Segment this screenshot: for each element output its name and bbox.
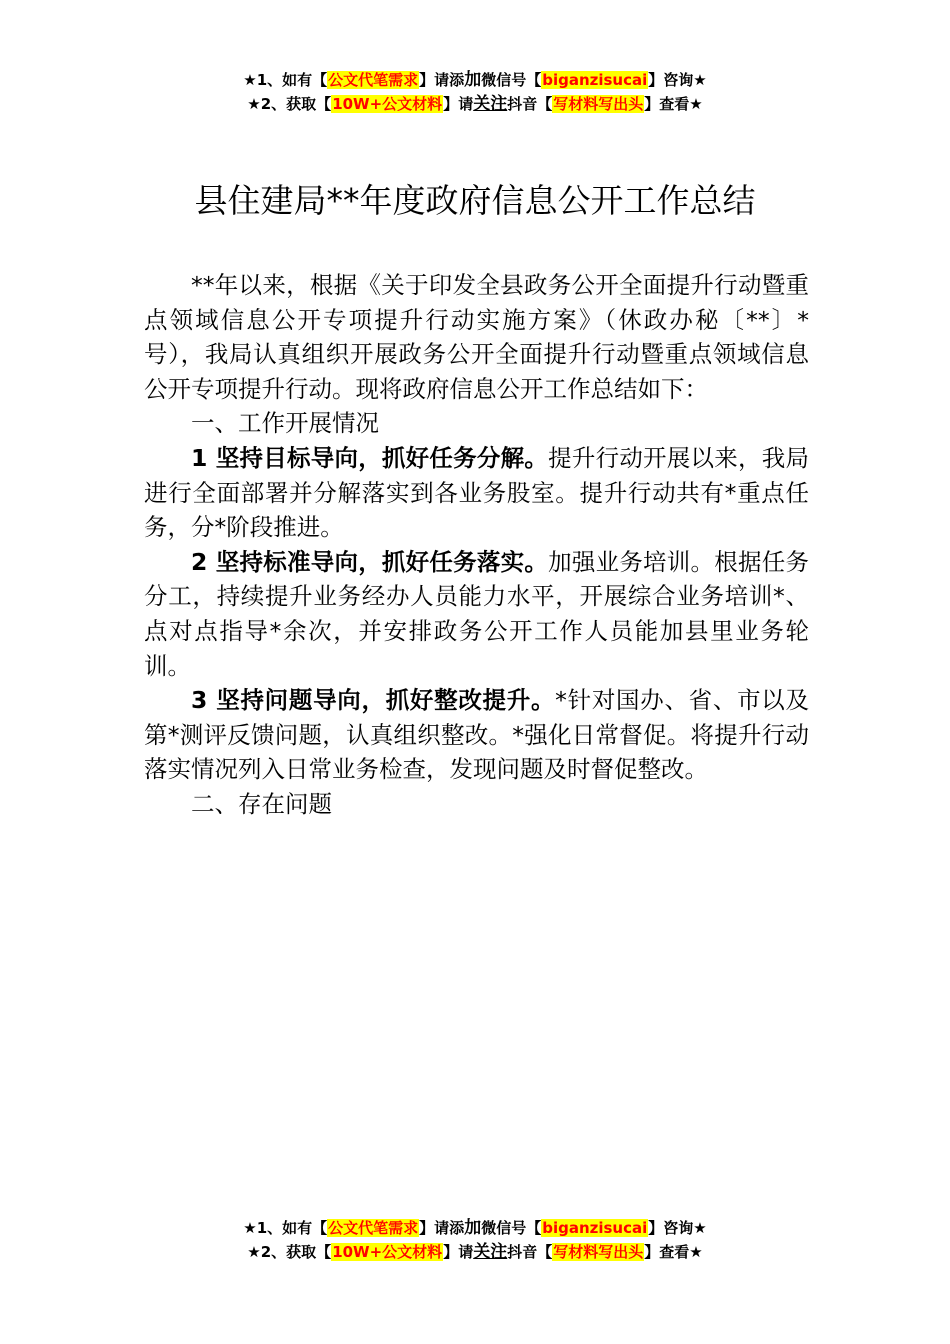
item-lead-1: 1 坚持目标导向，抓好任务分解。 — [191, 443, 549, 472]
footer-banner — [0, 1216, 950, 1264]
highlight-douyin-account: 写材料写出头 — [553, 95, 644, 113]
intro-paragraph: **年以来，根据《关于印发全县政务公开全面提升行动暨重点领域信息公开专项提升行动实施方案》（休政办秘〔**〕*号），我局认真组织开展政务公开全面提升行动暨重点领域信息公开专项提升行动。现将政府信息公开工作总结如下： — [144, 271, 809, 403]
document-body — [144, 268, 809, 822]
highlight-wechat-id: biganzisucai — [542, 1219, 648, 1237]
section-heading-2: 二、存在问题 — [191, 789, 332, 818]
banner-line-1: ★1、如有【公文代笔需求】请添加微信号【biganzisucai】咨询★ — [243, 70, 707, 90]
highlight-materials: 10W+公文材料 — [332, 95, 443, 113]
banner-line-2: ★2、获取【10W+公文材料】请关注抖音【写材料写出头】查看★ — [247, 94, 703, 114]
item-paragraph-1: 1 坚持目标导向，抓好任务分解。提升行动开展以来，我局进行全面部署并分解落实到各业务股室。提升行动共有*重点任务，分*阶段推进。 — [144, 443, 809, 542]
item-paragraph-3: 3 坚持问题导向，抓好整改提升。*针对国办、省、市以及第*测评反馈问题，认真组织整改。*强化日常督促。将提升行动落实情况列入日常业务检查，发现问题及时督促整改。 — [144, 686, 809, 784]
footer-line-2: ★2、获取【10W+公文材料】请关注抖音【写材料写出头】查看★ — [247, 1242, 703, 1262]
header-banner — [0, 68, 950, 116]
document-title: 县住建局**年度政府信息公开工作总结 — [194, 181, 756, 220]
highlight-service: 公文代笔需求 — [328, 1219, 419, 1237]
item-lead-2: 2 坚持标准导向，抓好任务落实。 — [191, 547, 549, 576]
section-heading-1: 一、工作开展情况 — [191, 409, 379, 438]
highlight-service: 公文代笔需求 — [328, 71, 419, 89]
item-lead-3: 3 坚持问题导向，抓好整改提升。 — [191, 686, 556, 715]
highlight-wechat-id: biganzisucai — [542, 71, 648, 89]
highlight-douyin-account: 写材料写出头 — [553, 1243, 644, 1261]
footer-line-1: ★1、如有【公文代笔需求】请添加微信号【biganzisucai】咨询★ — [243, 1218, 707, 1238]
item-paragraph-2: 2 坚持标准导向，抓好任务落实。加强业务培训。根据任务分工，持续提升业务经办人员能力水平，开展综合业务培训*、点对点指导*余次，并安排政务公开工作人员能加县里业务轮训。 — [144, 547, 809, 680]
highlight-materials: 10W+公文材料 — [332, 1243, 443, 1261]
